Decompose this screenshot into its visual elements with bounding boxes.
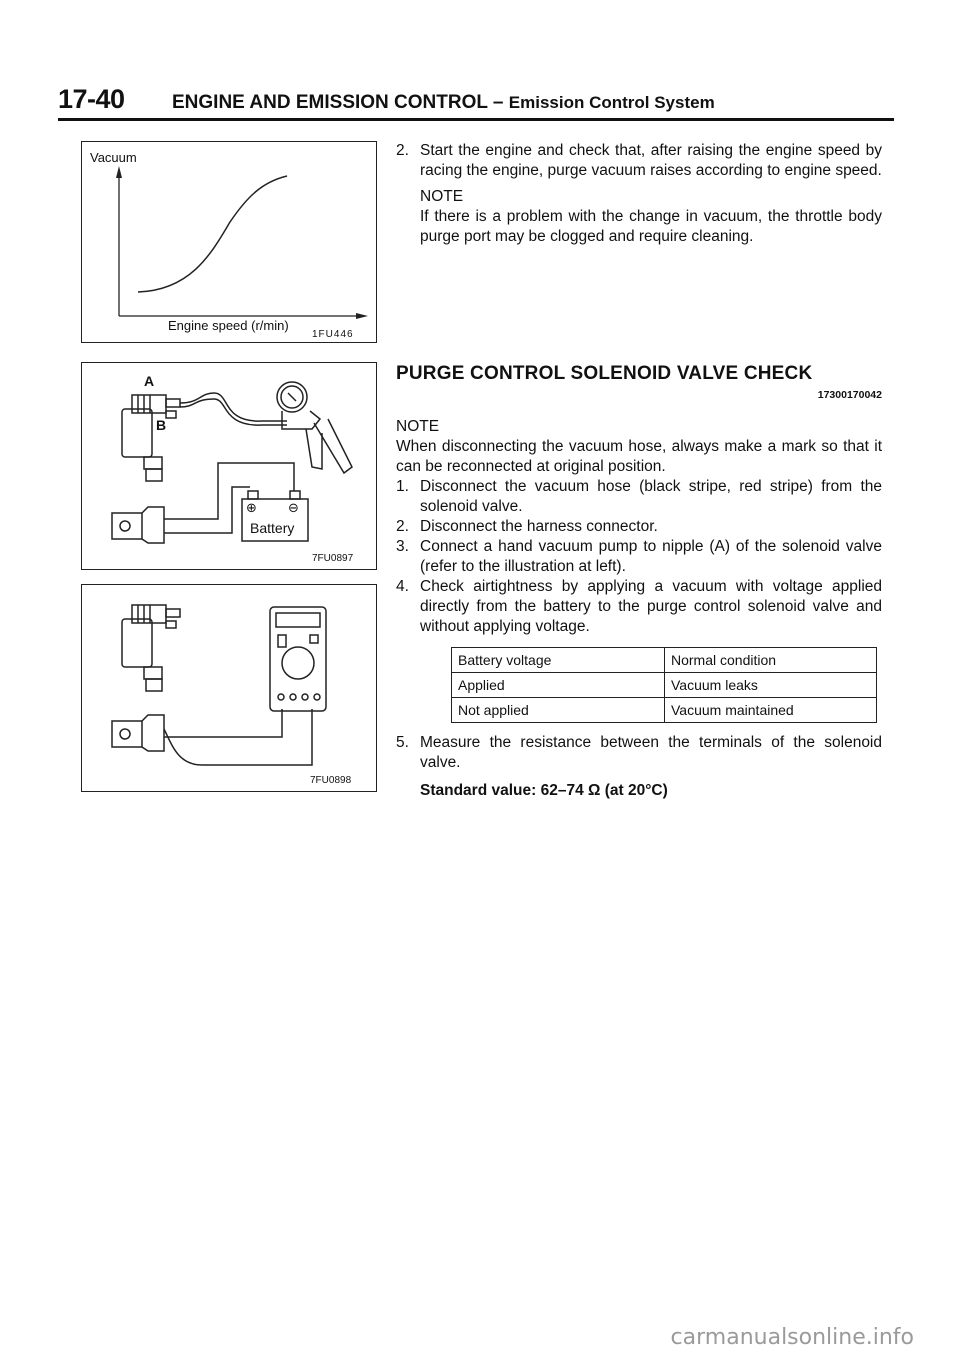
- section-code: 17300170042: [817, 389, 882, 401]
- page-title-separator: –: [487, 92, 509, 113]
- vacuum-pump-test-figure: [81, 362, 377, 570]
- step-text: Disconnect the harness connector.: [420, 518, 658, 535]
- step-1: [396, 477, 882, 517]
- step-number: 3.: [396, 538, 409, 555]
- section-block: [396, 364, 882, 801]
- vacuum-graph-figure: [81, 141, 377, 343]
- header-rule: [58, 118, 894, 121]
- step-number: 1.: [396, 478, 409, 495]
- step-text: Check airtightness by applying a vacuum with voltage applied directly from the battery to the purge control solenoid valve and without applying voltage.: [420, 578, 882, 635]
- step-5: [396, 733, 882, 773]
- intro-step: [396, 141, 882, 181]
- step-text: Disconnect the vacuum hose (black stripe, red stripe) from the solenoid valve.: [420, 478, 882, 515]
- section-note-text: When disconnecting the vacuum hose, always make a mark so that it can be reconnected at original position.: [396, 438, 882, 475]
- intro-block: [396, 141, 882, 247]
- table-row: [452, 673, 877, 698]
- figure-code: 7FU0898: [310, 775, 352, 786]
- intro-note: [420, 187, 882, 247]
- figure-code: 7FU0897: [312, 553, 354, 564]
- note-text: If there is a problem with the change in vacuum, the throttle body purge port may be clogged and require cleaning.: [420, 208, 882, 245]
- step-text: Start the engine and check that, after raising the engine speed by racing the engine, purge vacuum raises according to engine speed.: [420, 142, 882, 179]
- table-row: [452, 698, 877, 723]
- vacuum-graph-drawing: [82, 142, 376, 342]
- step-2: [396, 517, 882, 537]
- table-header-row: [452, 648, 877, 673]
- step-number: 2.: [396, 518, 409, 535]
- page-title-main: ENGINE AND EMISSION CONTROL: [172, 92, 488, 113]
- figure-code: 1FU446: [312, 329, 354, 340]
- resistance-test-drawing: [82, 585, 376, 791]
- step-text: Connect a hand vacuum pump to nipple (A) of the solenoid valve (refer to the illustration at left).: [420, 538, 882, 575]
- battery-plus-icon: ⊕: [246, 500, 257, 515]
- watermark: carmanualsonline.info: [670, 1325, 914, 1350]
- table-header: Battery voltage: [452, 648, 665, 673]
- step-number: 2.: [396, 142, 409, 159]
- graph-y-label: Vacuum: [90, 150, 137, 165]
- table-cell: Vacuum leaks: [665, 673, 877, 698]
- note-heading: NOTE: [420, 188, 464, 205]
- page-number: 17-40: [58, 84, 125, 114]
- section-title: PURGE CONTROL SOLENOID VALVE CHECK: [396, 363, 813, 384]
- step-3: [396, 537, 882, 577]
- table-cell: Applied: [452, 673, 665, 698]
- step-4: [396, 577, 882, 637]
- battery-label: Battery: [250, 520, 295, 536]
- battery-minus-icon: ⊖: [288, 500, 299, 515]
- vacuum-pump-test-drawing: [82, 363, 376, 569]
- page-title: [172, 92, 715, 114]
- standard-value: Standard value: 62–74 Ω (at 20°C): [420, 782, 668, 799]
- check-table: [451, 647, 877, 723]
- graph-x-label: Engine speed (r/min): [168, 318, 289, 333]
- table-header: Normal condition: [665, 648, 877, 673]
- page-title-sub: Emission Control System: [508, 93, 715, 112]
- resistance-test-figure: [81, 584, 377, 792]
- step-number: 4.: [396, 578, 409, 595]
- section-note-heading: NOTE: [396, 418, 440, 435]
- table-cell: Not applied: [452, 698, 665, 723]
- table-cell: Vacuum maintained: [665, 698, 877, 723]
- label-b: B: [156, 417, 167, 433]
- label-nipple-a: A: [144, 373, 155, 389]
- step-text: Measure the resistance between the terminals of the solenoid valve.: [420, 734, 882, 771]
- step-number: 5.: [396, 734, 409, 751]
